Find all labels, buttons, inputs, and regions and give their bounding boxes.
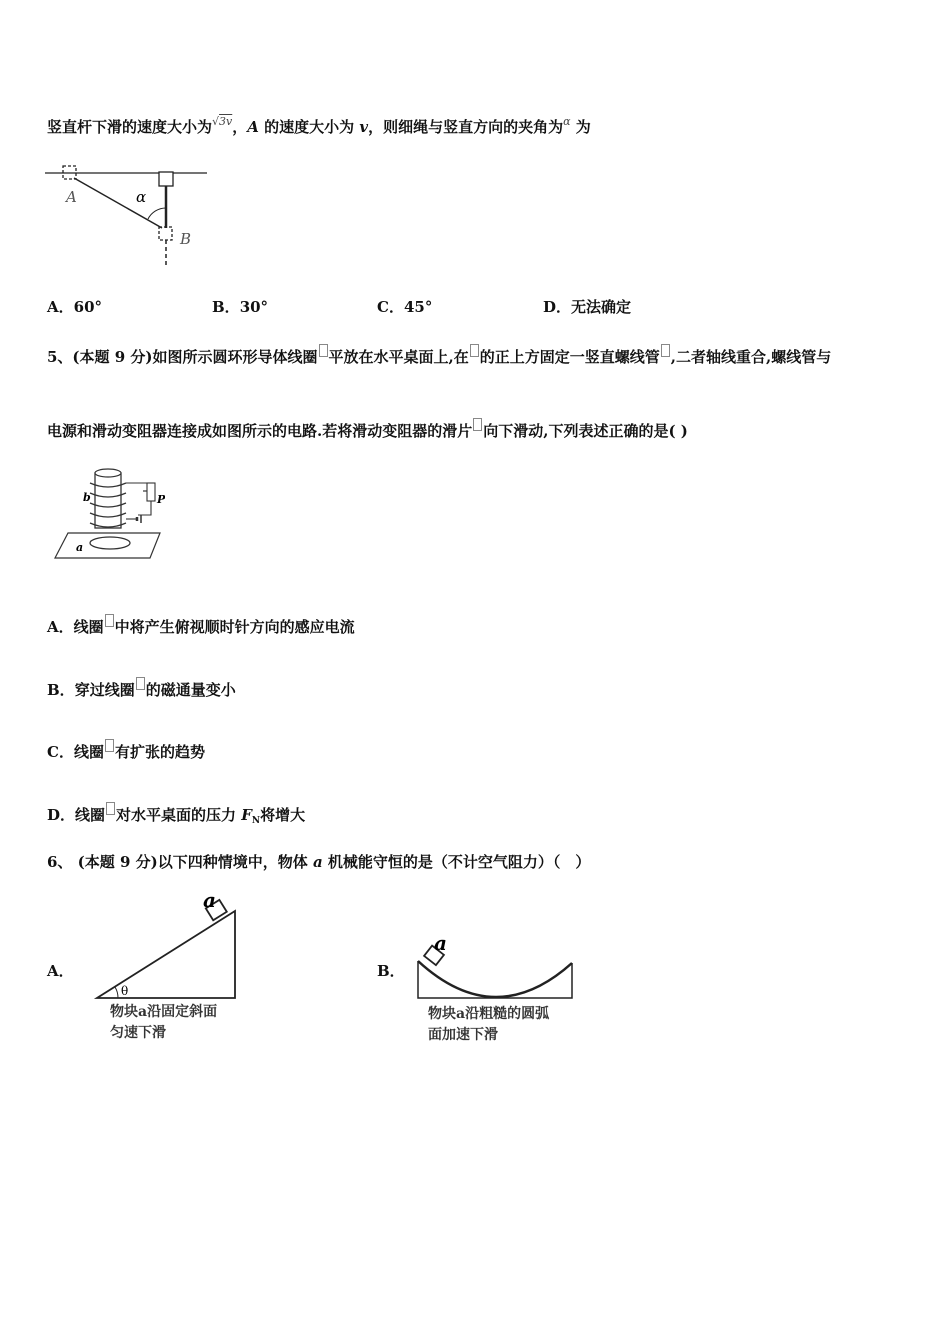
placeholder-box — [105, 614, 114, 627]
incline — [97, 911, 235, 998]
placeholder-box — [473, 418, 482, 431]
fig-a-label: a — [203, 888, 216, 912]
q4-stem-text-c: 的速度大小为 — [258, 118, 360, 136]
fig-b-label: b — [83, 491, 91, 504]
caption-line2: 面加速下滑 — [428, 1027, 498, 1043]
q5-option-d[interactable] — [47, 802, 305, 826]
var-v: v — [359, 118, 369, 136]
q6-figure-a — [92, 888, 252, 1048]
top-block — [159, 172, 173, 186]
q5-figure — [50, 463, 165, 563]
caption-line1: 物块a沿固定斜面 — [110, 1004, 218, 1020]
q4-option-b[interactable] — [212, 296, 268, 317]
option-letter: C． — [47, 743, 74, 761]
solenoid-core — [95, 473, 121, 528]
option-letter: B． — [377, 962, 405, 980]
fig-b-label: B — [180, 230, 192, 248]
q4-option-c[interactable] — [377, 296, 432, 317]
fig-a-label: a — [76, 541, 84, 554]
option-text-a: 对水平桌面的压力 — [116, 806, 242, 824]
option-text: 45° — [403, 298, 433, 316]
option-letter: A． — [47, 962, 74, 980]
angle-arc — [148, 208, 166, 219]
q6-option-a[interactable] — [47, 960, 74, 981]
fig-alpha-label: α — [136, 188, 147, 206]
alpha-symbol: α — [563, 115, 571, 128]
placeholder-box — [661, 344, 670, 357]
placeholder-box — [136, 677, 145, 690]
theta-label: θ — [121, 984, 129, 998]
ring-coil — [90, 537, 130, 549]
q4-stem-text-e: 为 — [570, 118, 591, 136]
force-subscript: N — [251, 816, 261, 826]
q5-stem-line2 — [47, 418, 688, 441]
q5-text-a: 5、(本题 9 分)如图所示圆环形导体线圈 — [47, 348, 318, 366]
option-letter: A． — [47, 298, 74, 316]
force-symbol: F — [241, 806, 252, 824]
q4-stem-text-b: ， — [232, 118, 248, 136]
q5-text-f: 向下滑动,下列表述正确的是( ) — [483, 422, 688, 440]
option-text: 有扩张的趋势 — [114, 743, 205, 761]
q5-option-c[interactable] — [47, 739, 205, 762]
q6-figure-b — [410, 928, 585, 1050]
fig-a-label: a — [434, 931, 447, 955]
q4-option-d[interactable] — [543, 296, 631, 317]
placeholder-box — [105, 739, 114, 752]
q5-text-d: ,二者轴线重合,螺线管与 — [670, 348, 832, 366]
q6-text-b: 机械能守恒的是（不计空气阻力）（ ） — [322, 853, 591, 871]
block-b — [159, 227, 172, 240]
q4-stem — [47, 115, 591, 137]
q6-stem — [47, 851, 590, 872]
arc-surface — [418, 961, 572, 997]
fig-a-label: A — [66, 188, 77, 206]
q5-text-b: 平放在水平桌面上,在 — [328, 348, 469, 366]
option-text: 中将产生俯视顺时针方向的感应电流 — [114, 618, 355, 636]
q5-option-a[interactable] — [47, 614, 355, 637]
rheostat — [147, 483, 155, 501]
q5-option-b[interactable] — [47, 677, 236, 700]
q4-option-a[interactable] — [47, 296, 102, 317]
placeholder-box — [319, 344, 328, 357]
q6-text-a: 6、 (本题 9 分)以下四种情境中，物体 — [47, 853, 313, 871]
sqrt-expression: √3v — [212, 115, 233, 128]
option-letter: D． — [543, 298, 572, 316]
caption-line1: 物块a沿粗糙的圆弧 — [428, 1006, 550, 1022]
option-text: 的磁通量变小 — [145, 681, 236, 699]
q5-text-c: 的正上方固定一竖直螺线管 — [479, 348, 660, 366]
option-text: 无法确定 — [571, 298, 632, 316]
option-letter: D． — [47, 806, 76, 824]
option-text: 30° — [239, 298, 269, 316]
sqrt-radicand: 3v — [219, 115, 233, 128]
option-pre: 线圈 — [73, 618, 104, 636]
var-a: A — [247, 118, 259, 136]
q4-stem-text-a: 竖直杆下滑的速度大小为 — [47, 118, 213, 136]
option-pre: 线圈 — [75, 806, 106, 824]
option-text: 60° — [73, 298, 103, 316]
option-text-b: 将增大 — [260, 806, 306, 824]
option-letter: B． — [212, 298, 240, 316]
rope — [74, 178, 162, 228]
q4-figure — [40, 160, 220, 275]
option-letter: C． — [377, 298, 404, 316]
placeholder-box — [470, 344, 479, 357]
q5-stem-line1 — [47, 344, 831, 367]
q6-option-b[interactable] — [377, 960, 405, 981]
option-letter: B． — [47, 681, 75, 699]
q5-text-e: 电源和滑动变阻器连接成如图所示的电路.若将滑动变阻器的滑片 — [47, 422, 473, 440]
fig-p-label: P — [157, 493, 165, 506]
option-pre: 穿过线圈 — [74, 681, 135, 699]
var-a: a — [312, 853, 323, 871]
option-letter: A． — [47, 618, 74, 636]
caption-line2: 匀速下滑 — [110, 1025, 166, 1041]
option-pre: 线圈 — [73, 743, 104, 761]
placeholder-box — [106, 802, 115, 815]
q4-stem-text-d: ，则细绳与竖直方向的夹角为 — [368, 118, 564, 136]
